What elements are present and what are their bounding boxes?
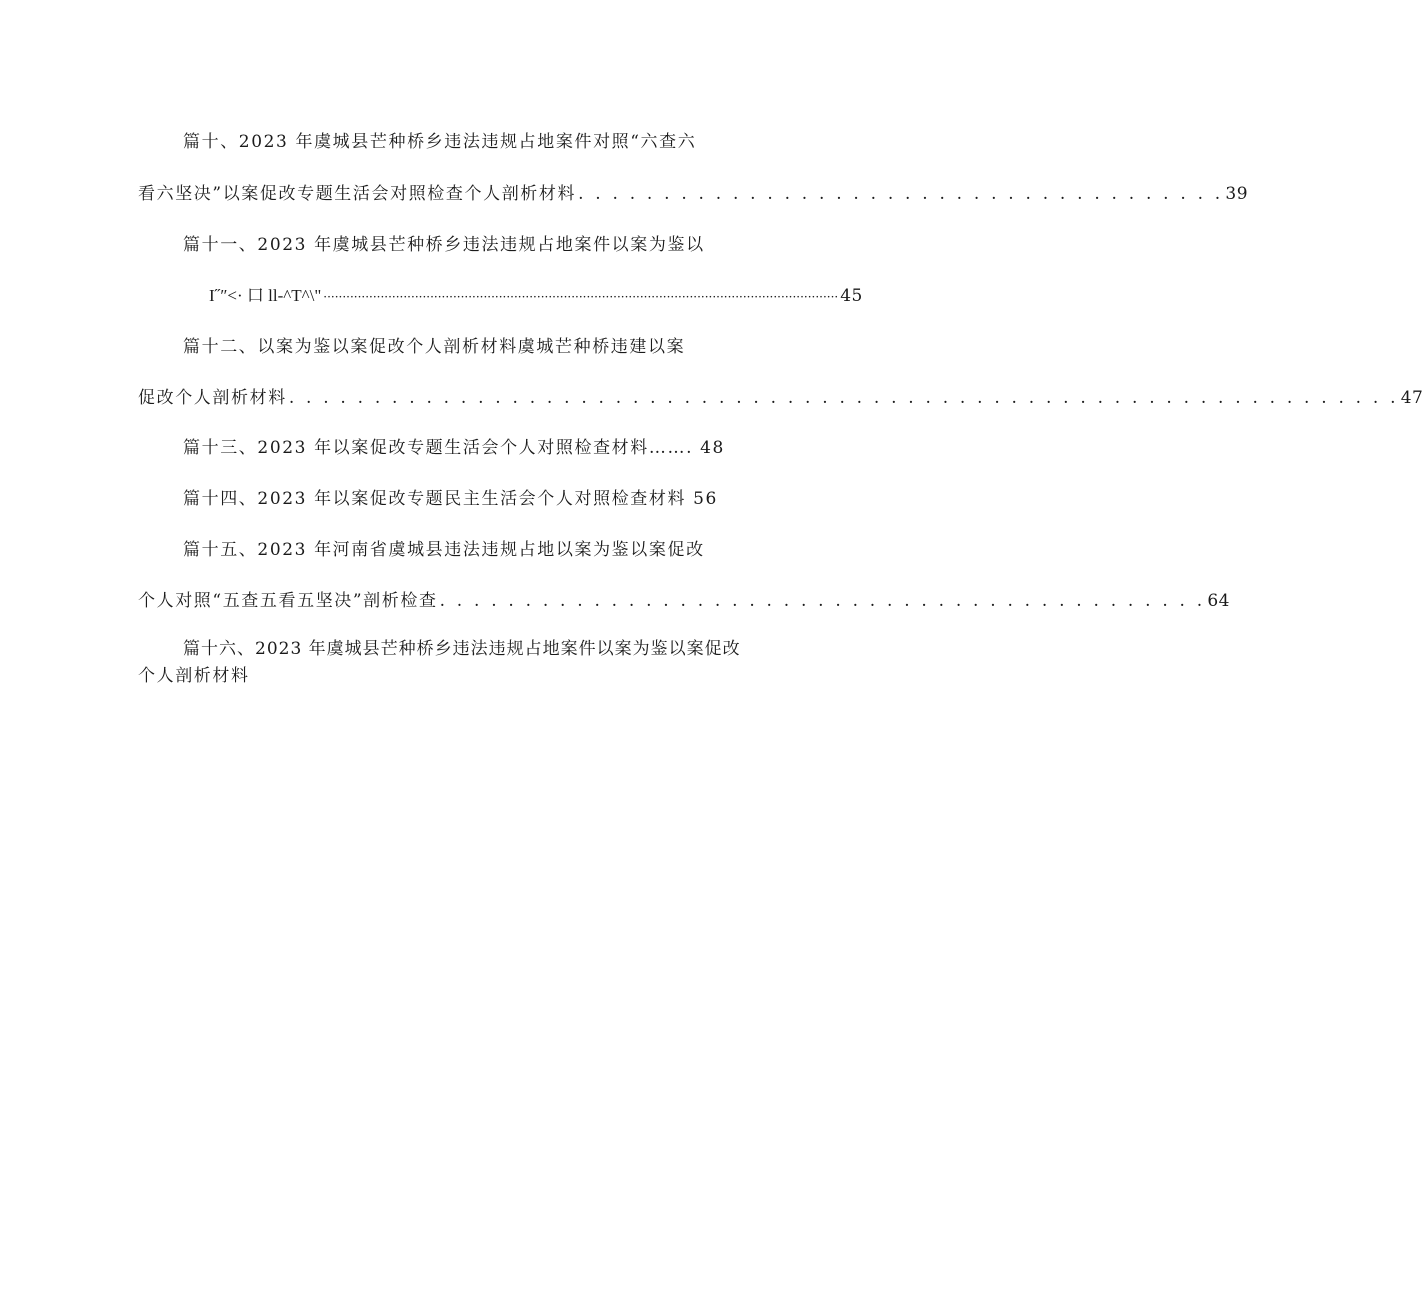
toc-entry-11-line2[interactable] [209,285,863,308]
dot-leader: . . . . . . . . . . . . . . . . . . . . . . . . . . . . . . . . . . . . . . [578,184,1224,204]
toc-entry-11-page: 45 [840,286,863,306]
toc-entry-10-line2[interactable] [138,183,1249,205]
toc-entry-10-page: 39 [1225,184,1249,204]
toc-entry-13[interactable]: 篇十三、2023 年以案促改专题生活会个人对照检查材料……. 48 [183,438,725,458]
toc-entry-10-title-cont: 看六坚决”以案促改专题生活会对照检查个人剖析材料 [138,184,577,204]
toc-entry-11-line1[interactable]: 篇十一、2023 年虞城县芒种桥乡违法违规占地案件以案为鉴以 [183,235,705,255]
toc-entry-11-title-cont: I˝″<· 口 ll-^T^\" [209,286,322,305]
toc-entry-10-line1[interactable]: 篇十、2023 年虞城县芒种桥乡违法违规占地案件对照“六查六 [183,132,697,152]
toc-entry-16-line1[interactable]: 篇十六、2023 年虞城县芒种桥乡违法违规占地案件以案为鉴以案促改 [183,639,741,659]
toc-entry-12-title-cont: 促改个人剖析材料 [138,388,287,408]
toc-entry-12-page: 47 [1400,388,1423,408]
toc-entry-14[interactable]: 篇十四、2023 年以案促改专题民主生活会个人对照检查材料 56 [183,489,718,509]
toc-entry-12-line2[interactable] [138,387,1423,409]
dot-leader: . . . . . . . . . . . . . . . . . . . . . . . . . . . . . . . . . . . . . . . . . . . . . . . . . . . . . . . . . . . . . . . . . [288,388,1399,408]
dot-leader: ······································································································································· [323,290,839,304]
dot-leader: . . . . . . . . . . . . . . . . . . . . . . . . . . . . . . . . . . . . . . . . . . . . . [439,591,1206,611]
toc-entry-15-line2[interactable] [138,590,1230,612]
toc-entry-12-line1[interactable]: 篇十二、以案为鉴以案促改个人剖析材料虞城芒种桥违建以案 [183,337,686,357]
toc-entry-15-line1[interactable]: 篇十五、2023 年河南省虞城县违法违规占地以案为鉴以案促改 [183,540,705,560]
toc-entry-15-title-cont: 个人对照“五查五看五坚决”剖析检查 [138,591,438,611]
toc-entry-15-page: 64 [1207,591,1230,611]
toc-entry-16-line2[interactable]: 个人剖析材料 [138,666,250,686]
